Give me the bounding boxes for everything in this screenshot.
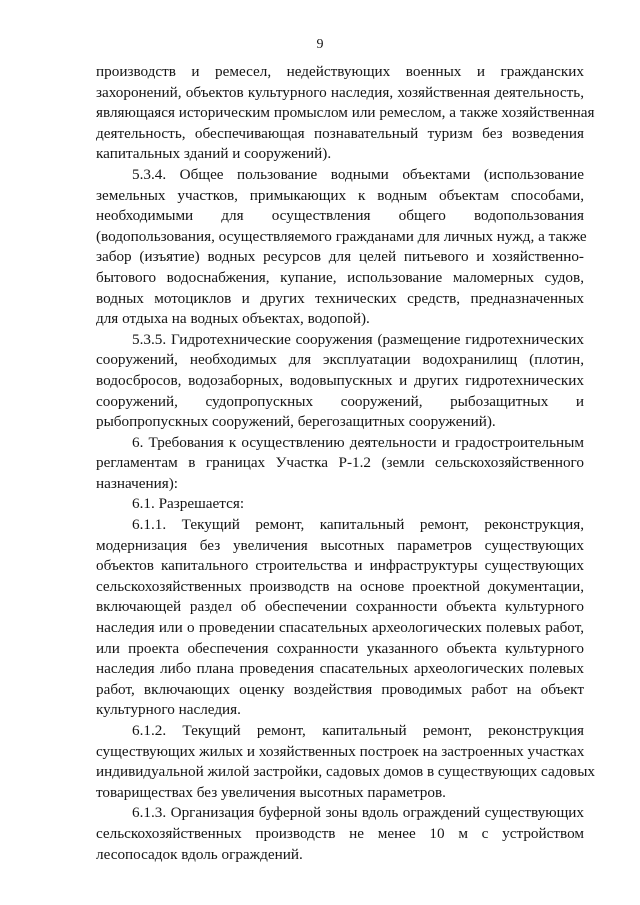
text-line: водных мотоциклов и других технических средств, предназначенных: [96, 289, 584, 307]
text-line: наследия или о проведении спасательных археологических полевых работ,: [96, 619, 584, 637]
paragraph-6-1: [96, 494, 584, 515]
text-line: 6.1.2. Текущий ремонт, капитальный ремонт, реконструкция: [132, 722, 584, 739]
text-line: земельных участков, примыкающих к водным объектам способами,: [96, 186, 584, 204]
text-line: объектов капитального строительства и инфраструктуры существующих: [96, 557, 584, 575]
text-line: для отдыха на водных объектах, водопой).: [96, 310, 370, 328]
text-line: 6.1.1. Текущий ремонт, капитальный ремонт, реконструкция,: [132, 516, 584, 534]
text-line: включающей раздел об обеспечении сохранности объекта культурного: [96, 598, 584, 616]
paragraph-5-3-5: [96, 330, 584, 433]
text-line: являющаяся историческим промыслом или ремеслом, а также хозяйственная: [96, 104, 595, 122]
text-line: 5.3.4. Общее пользование водными объектами (использование: [132, 165, 584, 183]
text-line: работ, включающих оценку воздействия проводимых работ на объект: [96, 680, 584, 698]
text-line: товариществах без увеличения высотных параметров.: [96, 783, 446, 801]
text-line: (водопользования, осуществляемого гражданами для личных нужд, а также: [96, 227, 587, 245]
paragraph-6-1-3: [96, 803, 584, 865]
text-line: сооружений, судопропускных сооружений, рыбозащитных и: [96, 392, 584, 410]
paragraph-5-3-4: [96, 165, 587, 330]
text-line: существующих жилых и хозяйственных построек на застроенных участках: [96, 742, 585, 760]
text-line: лесопосадок вдоль ограждений.: [96, 845, 303, 863]
text-line: культурного наследия.: [96, 701, 241, 719]
text-line: модернизация без увеличения высотных параметров существующих: [96, 536, 584, 554]
paragraph-6: [96, 433, 584, 495]
text-line: сооружений, необходимых для эксплуатации водохранилищ (плотин,: [96, 351, 584, 369]
text-line: производств и ремесел, недействующих военных и гражданских: [96, 63, 584, 80]
text-line: забор (изъятие) водных ресурсов для целей питьевого и хозяйственно-: [96, 248, 584, 266]
text-line: необходимыми для осуществления общего водопользования: [96, 207, 584, 225]
text-line: 6.1.3. Организация буферной зоны вдоль ограждений существующих: [132, 804, 584, 822]
text-line: рыбопропускных сооружений, берегозащитных сооружений).: [96, 413, 496, 431]
text-line: или проекта обеспечения сохранности указанного объекта культурного: [96, 639, 584, 657]
text-line: капитальных зданий и сооружений).: [96, 145, 332, 163]
text-line: 6.1. Разрешается:: [132, 495, 245, 513]
paragraph-6-1-2: [96, 721, 596, 803]
page-number: 9: [316, 37, 324, 52]
text-line: назначения):: [96, 474, 179, 492]
paragraph-continuation: [96, 62, 595, 165]
text-line: захоронений, объектов культурного наследия, хозяйственная деятельность,: [96, 83, 584, 101]
text-line: бытового водоснабжения, купание, использование маломерных судов,: [96, 268, 584, 286]
text-line: сельскохозяйственных производств на основе проектной документации,: [96, 577, 584, 595]
text-line: 6. Требования к осуществлению деятельности и градостроительным: [132, 433, 584, 451]
text-line: индивидуальной жилой застройки, садовых домов в существующих садовых: [96, 763, 596, 781]
text-line: регламентам в границах Участка Р-1.2 (земли сельскохозяйственного: [96, 454, 584, 472]
text-line: наследия либо плана проведения спасательных археологических полевых: [96, 660, 584, 678]
text-line: водосбросов, водозаборных, водовыпускных и других гидротехнических: [96, 371, 584, 389]
text-line: 5.3.5. Гидротехнические сооружения (размещение гидротехнических: [132, 330, 584, 348]
text-line: сельскохозяйственных производств не менее 10 м с устройством: [96, 824, 584, 842]
document-body: [96, 62, 596, 865]
paragraph-6-1-1: [96, 515, 584, 721]
text-line: деятельность, обеспечивающая познавательный туризм без возведения: [96, 124, 584, 142]
